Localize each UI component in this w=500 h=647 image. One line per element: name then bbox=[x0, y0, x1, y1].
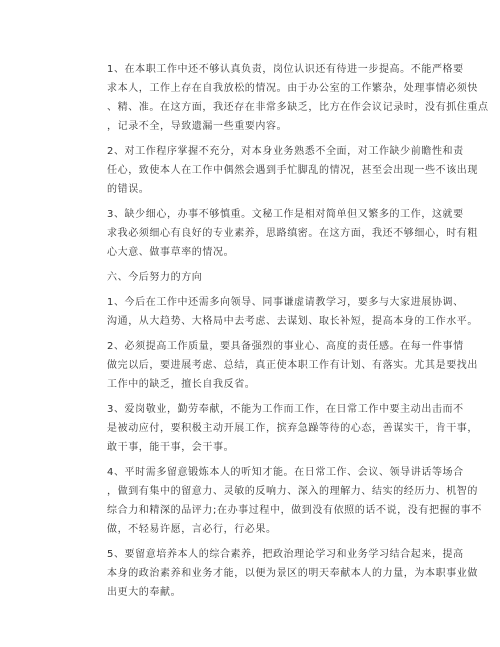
heading-text: 六、今后努力的方向 bbox=[107, 272, 203, 283]
paragraph-1 bbox=[86, 60, 489, 136]
paragraph-8 bbox=[86, 545, 478, 602]
text-line: ，记录不全，导致遗漏一些重要内容。 bbox=[107, 121, 288, 132]
text-line: 的错误。 bbox=[107, 184, 150, 195]
text-line: 4、平时需多留意锻炼本人的听知才能。在日常工作、会议、领导讲话等场合 bbox=[107, 467, 464, 478]
text-line: 综合力和精深的品评力;在办事过程中，做到没有依照的话不说，没有把握的事不 bbox=[107, 505, 482, 516]
text-line: 2、必须提高工作质量，要具备强烈的事业心、高度的责任感。在每一件事情 bbox=[107, 341, 464, 352]
text-line: 敢干事，能干事，会干事。 bbox=[107, 442, 235, 453]
paragraph-5 bbox=[86, 337, 478, 394]
paragraph-6 bbox=[86, 400, 478, 457]
paragraph-7 bbox=[86, 463, 482, 539]
text-line: 求我必须细心有良好的专业素养，思路缜密。在这方面，我还不够细心，时有粗 bbox=[107, 228, 478, 239]
document-body bbox=[86, 60, 489, 602]
paragraph-4 bbox=[86, 293, 478, 331]
text-line: 做完以后，要进展考虑、总结，真正使本职工作有计划、有落实。尤其是要找出 bbox=[107, 360, 478, 371]
text-line: 、精、准。在这方面，我还存在非常多缺乏，比方在作会议记录时，没有抓住重点 bbox=[107, 102, 489, 113]
text-line: 1、今后在工作中还需多向领导、同事谦虚请教学习，要多与大家进展协调、 bbox=[107, 297, 464, 308]
text-line: 是被动应付，要积极主动开展工作，摈弃急躁等待的心态，善谋实干，肯干事， bbox=[107, 423, 478, 434]
text-line: 任心，致使本人在工作中偶然会遇到手忙脚乱的情况，甚至会出现一些不该出现 bbox=[107, 165, 478, 176]
text-line: 出更大的奉献。 bbox=[107, 587, 182, 598]
paragraph-2 bbox=[86, 142, 478, 199]
text-line: 本身的政治素养和业务才能，以便为景区的明天奉献本人的力量，为本职事业做 bbox=[107, 568, 478, 579]
text-line: 5、要留意培养本人的综合素养，把政治理论学习和业务学习结合起来，提高 bbox=[107, 549, 464, 560]
text-line: 2、对工作程序掌握不充分，对本身业务熟悉不全面，对工作缺少前瞻性和责 bbox=[107, 146, 464, 157]
paragraph-3 bbox=[86, 205, 478, 262]
text-line: 心大意、做事草率的情况。 bbox=[107, 247, 235, 258]
text-line: 1、在本职工作中还不够认真负责，岗位认识还有待进一步提高。不能严格要 bbox=[107, 64, 464, 75]
text-line: ，做到有集中的留意力、灵敏的反响力、深入的理解力、结实的经历力、机智的 bbox=[107, 486, 478, 497]
text-line: 工作中的缺乏，擅长自我反省。 bbox=[107, 379, 256, 390]
section-heading bbox=[86, 268, 422, 287]
text-line: 沟通，从大趋势、大格局中去考虑、去谋划、取长补短，提高本身的工作水平。 bbox=[107, 316, 478, 327]
text-line: 求本人，工作上存在自我放松的情况。由于办公室的工作繁杂，处理事情必须快 bbox=[107, 83, 478, 94]
text-line: 做，不轻易许愿，言必行，行必果。 bbox=[107, 524, 277, 535]
text-line: 3、缺少细心，办事不够慎重。文秘工作是相对简单但又繁多的工作，这就要 bbox=[107, 209, 464, 220]
text-line: 3、爱岗敬业，勤劳奉献，不能为工作而工作，在日常工作中要主动出击而不 bbox=[107, 404, 464, 415]
